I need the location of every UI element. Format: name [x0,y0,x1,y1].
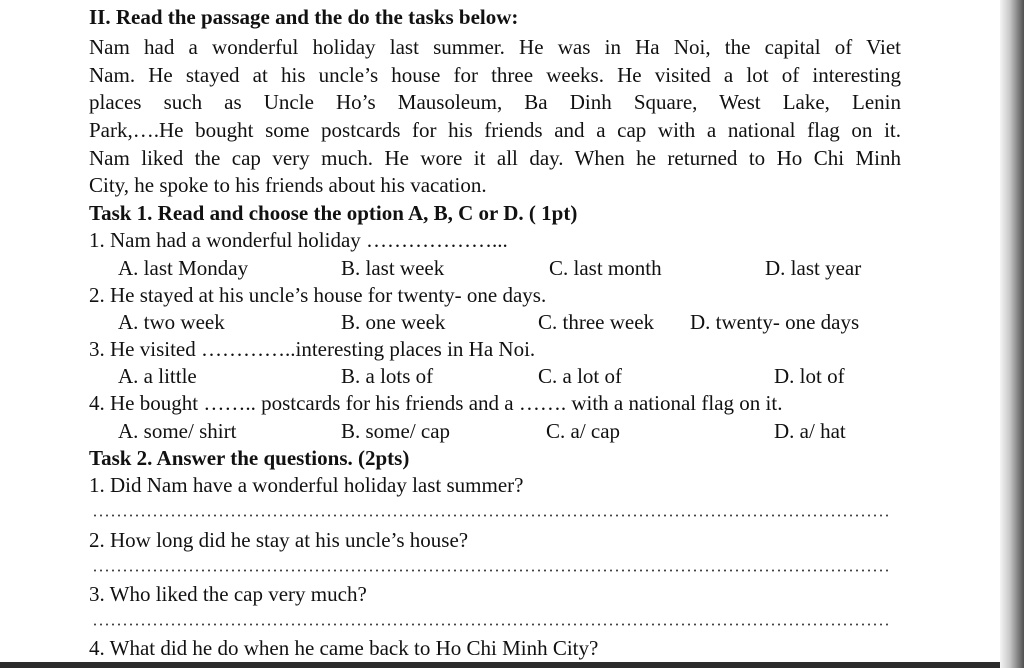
task1-question-1: 1. Nam had a wonderful holiday ………………... [89,228,508,252]
task2-question-2: 2. How long did he stay at his uncle’s house? [89,528,469,552]
task2-heading: Task 2. Answer the questions. (2pts) [89,446,410,470]
q4-option-c: C. a/ cap [546,419,621,443]
q1-option-b: B. last week [341,256,445,280]
q2-option-b: B. one week [341,310,446,334]
q1-option-a: A. last Monday [118,256,249,280]
q3-option-c: C. a lot of [538,364,622,388]
answer-line-2 [92,569,890,572]
passage-line: places such as Uncle Ho’s Mausoleum, Ba Dinh Square, West Lake, Lenin [89,90,901,114]
q1-option-c: C. last month [549,256,662,280]
q3-option-d: D. lot of [774,364,845,388]
q3-option-a: A. a little [118,364,197,388]
q2-option-a: A. two week [118,310,225,334]
q2-option-d: D. twenty- one days [690,310,860,334]
task2-question-4: 4. What did he do when he came back to Ho Chi Minh City? [89,636,599,660]
q2-option-c: C. three week [538,310,655,334]
section-heading: II. Read the passage and the do the tasks below: [89,5,519,29]
passage-line: Nam had a wonderful holiday last summer. He was in Ha Noi, the capital of Viet [89,35,901,59]
task2-question-1: 1. Did Nam have a wonderful holiday last summer? [89,473,524,497]
task2-question-3: 3. Who liked the cap very much? [89,582,367,606]
answer-line-1 [92,514,890,517]
q4-option-a: A. some/ shirt [118,419,237,443]
q4-option-b: B. some/ cap [341,419,451,443]
passage-line: City, he spoke to his friends about his vacation. [89,173,487,197]
passage-line: Park,….He bought some postcards for his friends and a cap with a national flag on it. [89,118,901,142]
answer-line-3 [92,623,890,626]
task1-question-4: 4. He bought …….. postcards for his friends and a ……. with a national flag on it. [89,391,783,415]
task1-question-2: 2. He stayed at his uncle’s house for twenty- one days. [89,283,547,307]
q1-option-d: D. last year [765,256,862,280]
bottom-edge [0,662,1000,668]
task1-heading: Task 1. Read and choose the option A, B, C or D. ( 1pt) [89,201,578,225]
q3-option-b: B. a lots of [341,364,434,388]
passage-line: Nam. He stayed at his uncle’s house for three weeks. He visited a lot of interesting [89,63,901,87]
passage-line: Nam liked the cap very much. He wore it all day. When he returned to Ho Chi Minh [89,146,901,170]
task1-question-3: 3. He visited …………..interesting places in Ha Noi. [89,337,536,361]
page-edge-shadow [1000,0,1024,668]
q4-option-d: D. a/ hat [774,419,846,443]
